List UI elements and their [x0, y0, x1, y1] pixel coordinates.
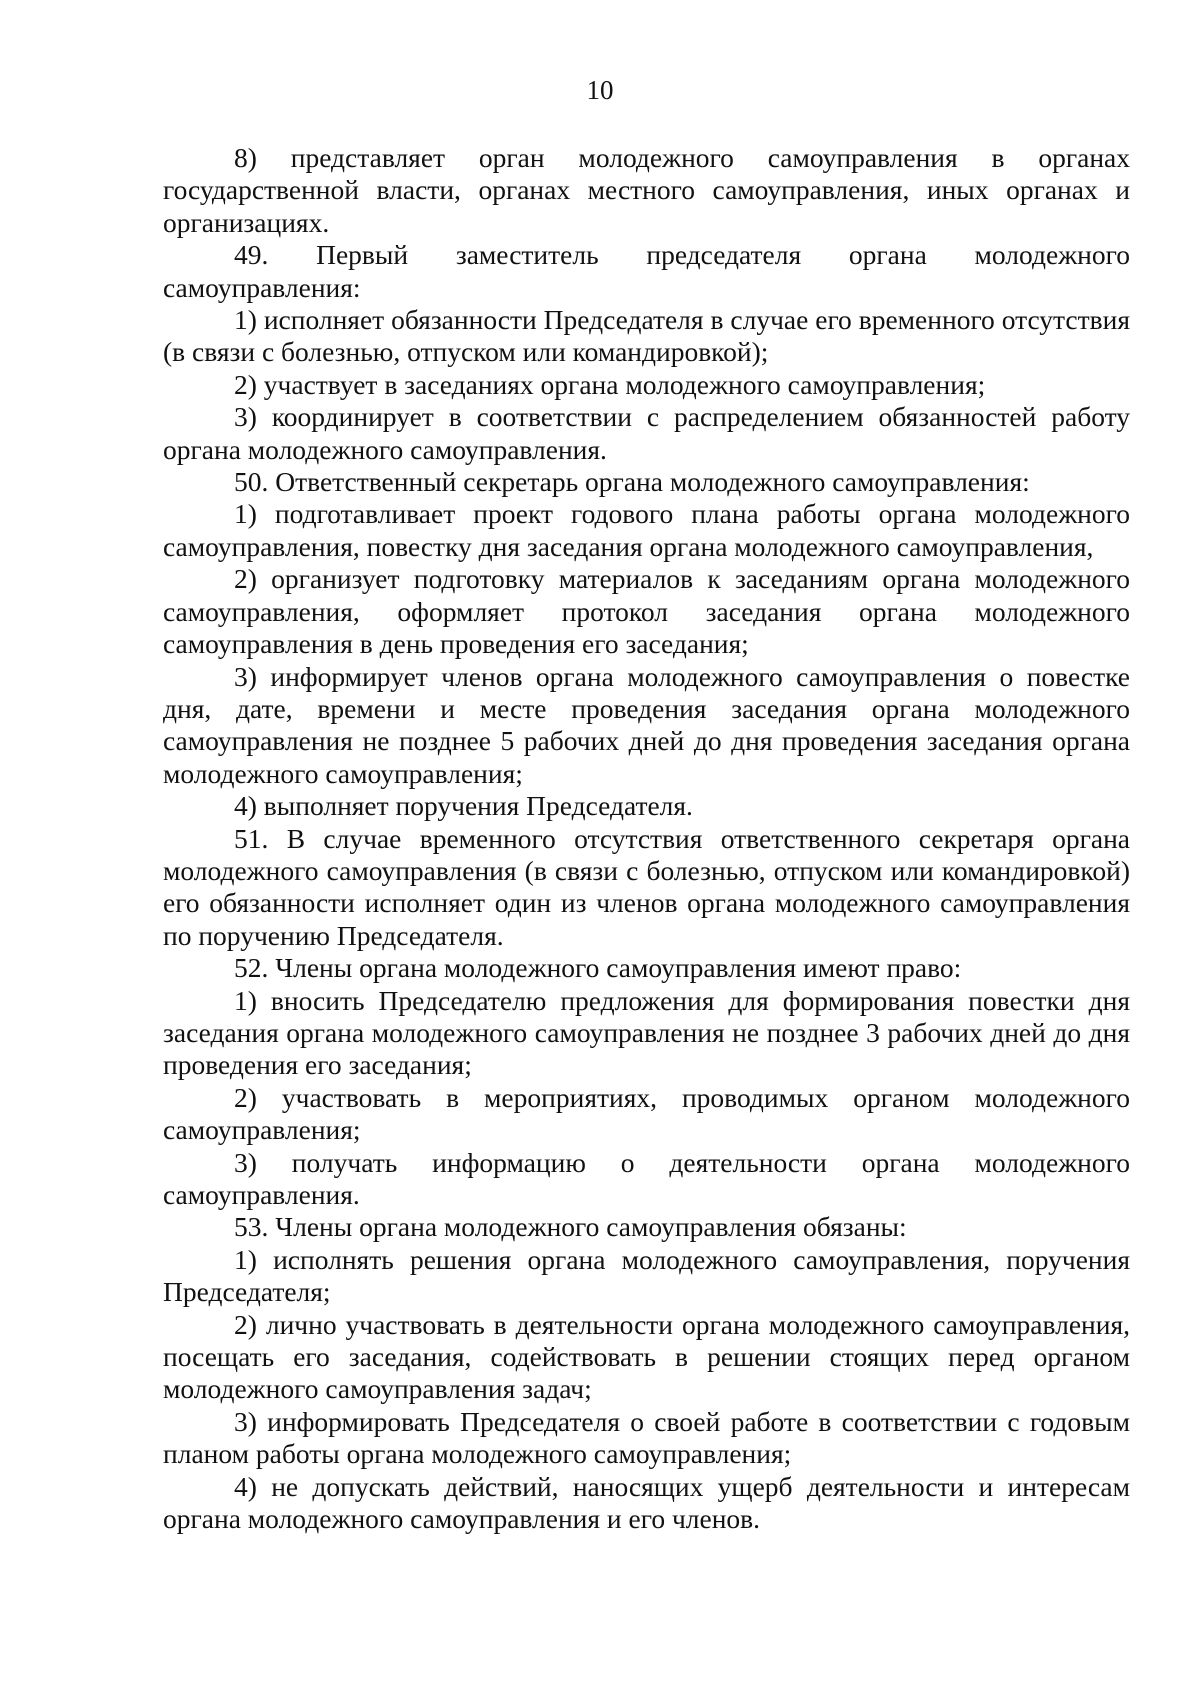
paragraph: 1) вносить Председателю предложения для формирования повестки дня заседания органа молодежного самоуправления не позднее 3 рабочих дней до дня проведения его заседания; — [163, 984, 1130, 1081]
paragraph: 51. В случае временного отсутствия ответственного секретаря органа молодежного самоуправления (в связи с болезнью, отпуском или командировкой) его обязанности исполняет один из членов органа молодежного самоуправления по поручению Председателя. — [163, 822, 1130, 951]
paragraph: 1) исполняет обязанности Председателя в случае его временного отсутствия (в связи с болезнью, отпуском или командировкой); — [163, 304, 1130, 368]
page-number: 10 — [586, 75, 614, 105]
document-body — [163, 142, 1130, 1535]
paragraph: 4) не допускать действий, наносящих ущерб деятельности и интересам органа молодежного самоуправления и его членов. — [163, 1470, 1130, 1535]
paragraph: 49. Первый заместитель председателя органа молодежного самоуправления: — [163, 239, 1130, 303]
paragraph: 3) координирует в соответствии с распределением обязанностей работу органа молодежного самоуправления. — [163, 401, 1130, 465]
paragraph: 53. Члены органа молодежного самоуправления обязаны: — [234, 1211, 907, 1243]
paragraph: 4) выполняет поручения Председателя. — [234, 790, 693, 822]
paragraph: 2) организует подготовку материалов к заседаниям органа молодежного самоуправления, оформляет протокол заседания органа молодежного самоуправления в день проведения его заседания; — [163, 563, 1130, 660]
paragraph: 2) лично участвовать в деятельности органа молодежного самоуправления, посещать его заседания, содействовать в решении стоящих перед органом молодежного самоуправления задач; — [163, 1308, 1130, 1405]
paragraph: 8) представляет орган молодежного самоуправления в органах государственной власти, органах местного самоуправления, иных органах и организациях. — [163, 142, 1130, 238]
paragraph: 2) участвовать в мероприятиях, проводимых органом молодежного самоуправления; — [163, 1081, 1130, 1146]
paragraph: 1) исполнять решения органа молодежного самоуправления, поручения Председателя; — [163, 1243, 1130, 1308]
paragraph: 3) получать информацию о деятельности органа молодежного самоуправления. — [163, 1146, 1130, 1210]
paragraph: 52. Члены органа молодежного самоуправления имеют право: — [234, 952, 962, 984]
paragraph: 50. Ответственный секретарь органа молодежного самоуправления: — [234, 466, 1030, 498]
paragraph: 3) информирует членов органа молодежного самоуправления о повестке дня, дате, времени и месте проведения заседания органа молодежного самоуправления не позднее 5 рабочих дней до дня проведения заседания органа молодежного самоуправления; — [163, 660, 1130, 789]
paragraph: 2) участвует в заседаниях органа молодежного самоуправления; — [234, 368, 986, 400]
paragraph: 3) информировать Председателя о своей работе в соответствии с годовым планом работы органа молодежного самоуправления; — [163, 1405, 1130, 1470]
paragraph: 1) подготавливает проект годового плана работы органа молодежного самоуправления, повестку дня заседания органа молодежного самоуправления, — [163, 498, 1130, 562]
